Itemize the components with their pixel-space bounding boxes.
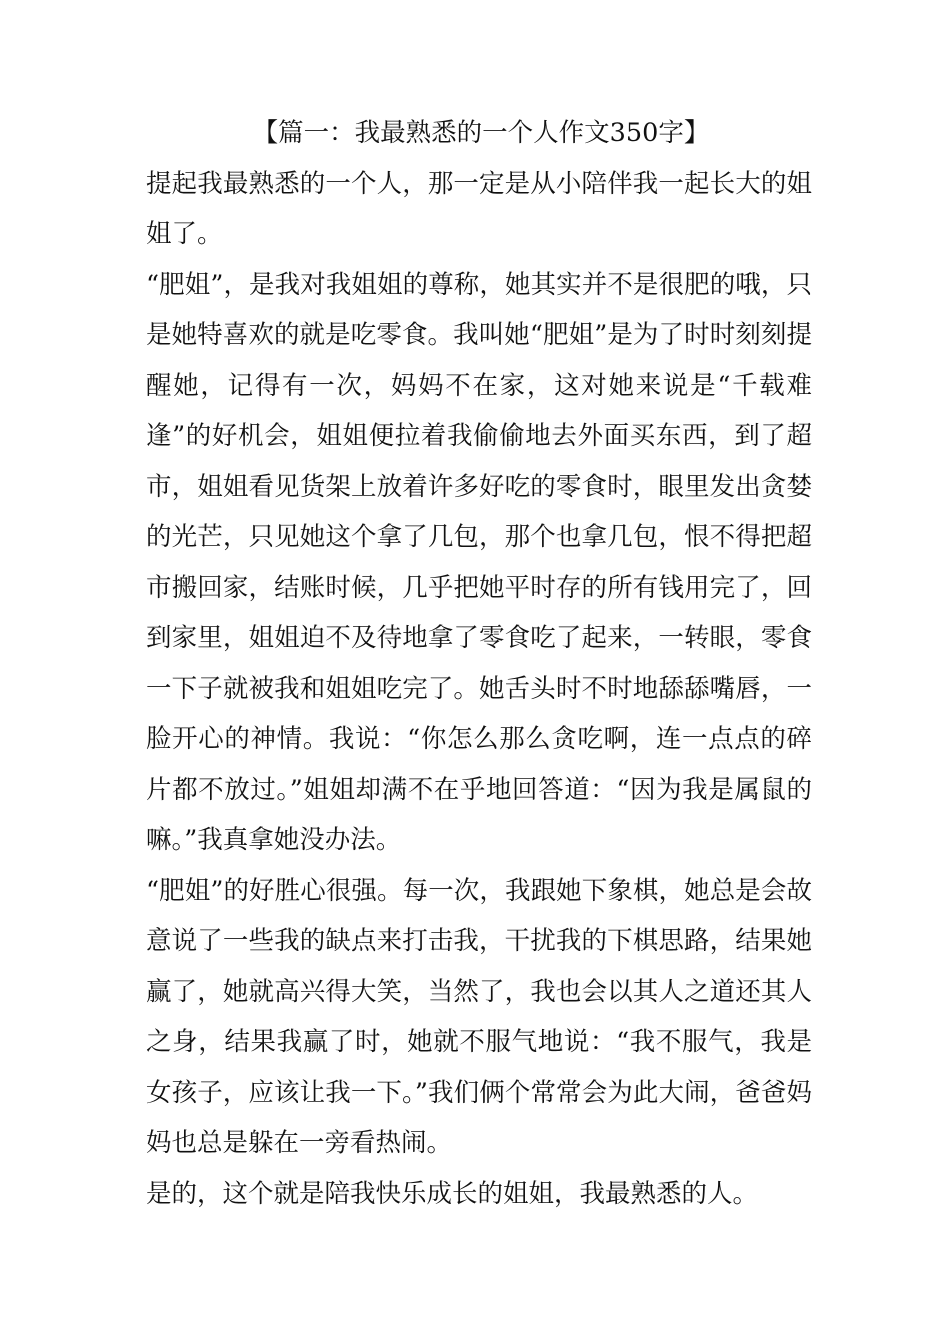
paragraph-chess-story: “肥姐”的好胜心很强。每一次，我跟她下象棋，她总是会故意说了一些我的缺点来打击我，干扰我的下棋思路，结果她赢了，她就高兴得大笑，当然了，我也会以其人之道还其人之身，结果我赢了时，她就不服气地说：“我不服气，我是女孩子，应该让我一下。”我们俩个常常会为此大闹，爸爸妈妈也总是躲在一旁看热闹。 (146, 875, 812, 1158)
document-body (146, 108, 812, 1219)
paragraph-conclusion: 是的，这个就是陪我快乐成长的姐姐，我最熟悉的人。 (146, 1178, 759, 1209)
paragraph-intro: 提起我最熟悉的一个人，那一定是从小陪伴我一起长大的姐姐了。 (146, 168, 812, 249)
essay-title: 【篇一：我最熟悉的一个人作文350字】 (252, 118, 710, 148)
paragraph-snacks-story: “肥姐”，是我对我姐姐的尊称，她其实并不是很肥的哦，只是她特喜欢的就是吃零食。我叫她“肥姐”是为了时时刻刻提醒她，记得有一次，妈妈不在家，这对她来说是“千载难逢”的好机会，姐姐便拉着我偷偷地去外面买东西，到了超市，姐姐看见货架上放着许多好吃的零食时，眼里发出贪婪的光芒，只见她这个拿了几包，那个也拿几包，恨不得把超市搬回家，结账时候，几乎把她平时存的所有钱用完了，回到家里，姐姐迫不及待地拿了零食吃了起来，一转眼，零食一下子就被我和姐姐吃完了。她舌头时不时地舔舔嘴唇，一脸开心的神情。我说：“你怎么那么贪吃啊，连一点点的碎片都不放过。”姐姐却满不在乎地回答道：“因为我是属鼠的嘛。”我真拿她没办法。 (146, 269, 812, 855)
